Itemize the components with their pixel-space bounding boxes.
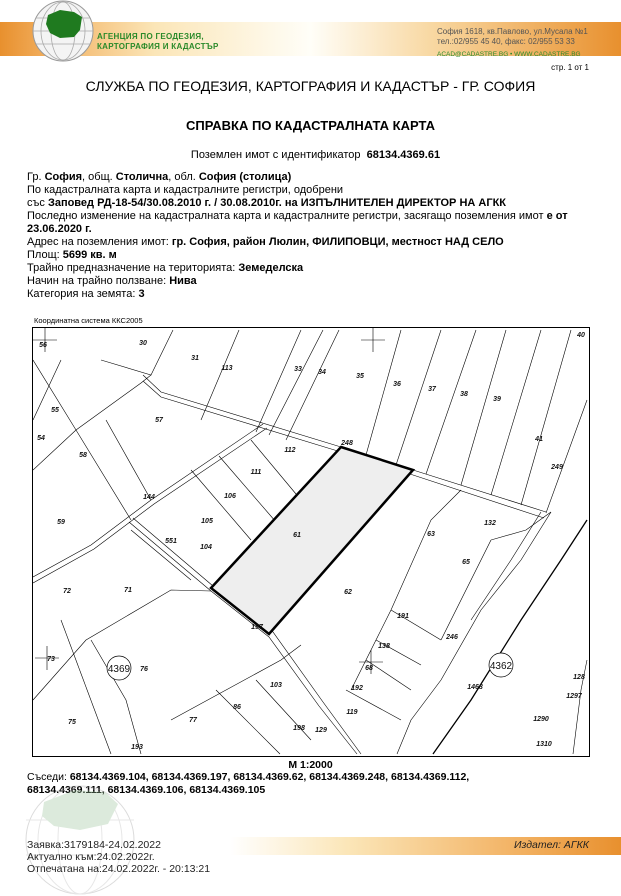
parcel-label-249: 249 [551, 464, 563, 471]
parcel-boundary [33, 590, 211, 700]
coordinate-system: Координатна система ККС2005 [34, 316, 143, 325]
parcel-label-106: 106 [224, 493, 236, 500]
parcel-label-72: 72 [63, 588, 71, 595]
parcel-label-57: 57 [155, 417, 163, 424]
parcel-label-33: 33 [294, 366, 302, 373]
parcel-boundary [201, 330, 239, 420]
agency-name [97, 32, 219, 52]
agency-web: ACAD@CADASTRE.BG • WWW.CADASTRE.BG [437, 51, 581, 58]
last-change-date: 23.06.2020 г. [27, 223, 92, 235]
parcel-label-1297: 1297 [566, 693, 582, 700]
page-number: стр. 1 от 1 [551, 63, 589, 72]
contact-block [437, 27, 588, 60]
approved-line: По кадастралната карта и кадастралните регистри, одобрени [27, 184, 344, 196]
parcel-boundary [33, 428, 267, 583]
parcel-label-37: 37 [428, 386, 436, 393]
parcel-label-1468: 1468 [467, 684, 483, 691]
parcel-label-246: 246 [446, 634, 458, 641]
parcel-label-40: 40 [577, 332, 585, 339]
property-info [27, 171, 568, 301]
parcel-boundary [33, 360, 131, 520]
parcel-label-59: 59 [57, 519, 65, 526]
parcel-label-38: 38 [460, 391, 468, 398]
parcel-boundary [219, 456, 276, 522]
parcel-label-77: 77 [189, 717, 197, 724]
parcel-label-1290: 1290 [533, 716, 549, 723]
order-line: със Заповед РД-18-54/30.08.2010 г. / 30.08.2010г. на ИЗПЪЛНИТЕЛЕН ДИРЕКТОР НА АГКК [27, 197, 506, 209]
zone-label-4362: 4362 [489, 661, 513, 672]
parcel-label-41: 41 [535, 436, 543, 443]
service-title: СЛУЖБА ПО ГЕОДЕЗИЯ, КАРТОГРАФИЯ И КАДАСТЪР - ГР. СОФИЯ [85, 78, 536, 94]
parcel-label-75: 75 [68, 719, 76, 726]
parcel-label-105: 105 [201, 518, 213, 525]
neighbours-label: Съседи: [27, 771, 70, 783]
parcel-label-197: 197 [251, 624, 263, 631]
parcel-boundary [396, 330, 441, 465]
parcel-label-58: 58 [79, 452, 87, 459]
parcel-label-1310: 1310 [536, 741, 552, 748]
neighbours-list-1: 68134.4369.104, 68134.4369.197, 68134.4369.62, 68134.4369.248, 68134.4369.112, [69, 771, 470, 783]
category-line: Категория на земята: 3 [27, 288, 145, 300]
map-canvas [33, 328, 588, 755]
address-line: Адрес на поземления имот: гр. София, район Люлин, ФИЛИПОВЦИ, местност НАД СЕЛО [27, 236, 504, 248]
publisher: Издател: АГКК [513, 839, 589, 851]
actual-date: Актуално към:24.02.2022г. [27, 851, 155, 863]
zone-label-4369: 4369 [107, 664, 131, 675]
selected-parcel-61[interactable] [211, 447, 413, 634]
parcel-label-30: 30 [139, 340, 147, 347]
parcel-label-65: 65 [462, 559, 470, 566]
parcel-label-35: 35 [356, 373, 364, 380]
agency-phone: тел.:02/955 45 40, факс: 02/955 53 33 [437, 37, 575, 46]
parcel-label-551: 551 [165, 538, 177, 545]
parcel-boundary [106, 420, 151, 500]
parcel-boundary [521, 330, 571, 505]
parcel-boundary [471, 512, 541, 620]
parcel-label-62: 62 [344, 589, 352, 596]
identifier-line [0, 149, 621, 161]
parcel-boundary [441, 540, 491, 640]
agency-line-1: АГЕНЦИЯ ПО ГЕОДЕЗИЯ, [97, 32, 204, 41]
parcel-label-104: 104 [200, 544, 212, 551]
parcel-boundary [491, 330, 541, 495]
parcel-label-111: 111 [250, 469, 262, 476]
parcel-label-112: 112 [284, 447, 296, 454]
parcel-label-138: 138 [378, 643, 390, 650]
use-line: Начин на трайно ползване: Нива [27, 275, 197, 287]
parcel-label-128: 128 [573, 674, 585, 681]
location-line: Гр. София, общ. Столична, обл. София (столица) [27, 171, 292, 183]
neighbours-list-2: 68134.4369.111, 68134.4369.106, 68134.4369.105 [27, 784, 266, 796]
parcel-label-192: 192 [351, 685, 363, 692]
request-number: Заявка:3179184-24.02.2022 [27, 839, 161, 851]
parcel-label-144: 144 [143, 494, 155, 501]
parcel-label-34: 34 [318, 369, 326, 376]
parcel-label-76: 76 [140, 666, 148, 673]
parcel-label-129: 129 [315, 727, 327, 734]
watermark-globe-icon [0, 780, 180, 896]
parcel-label-36: 36 [393, 381, 401, 388]
last-change-line: Последно изменение на кадастралната карта и кадастралните регистри, засягащо поземления имот е от [27, 210, 568, 222]
parcel-label-54: 54 [37, 435, 45, 442]
parcel-label-31: 31 [191, 355, 199, 362]
parcel-label-61: 61 [293, 532, 301, 539]
footer-info [27, 839, 210, 875]
parcel-boundary [191, 470, 251, 540]
parcel-label-191: 191 [397, 613, 409, 620]
document-title: СПРАВКА ПО КАДАСТРАЛНАТА КАРТА [186, 118, 435, 133]
identifier-label: Поземлен имот с идентификатор [190, 149, 361, 161]
identifier-value: 68134.4369.61 [366, 149, 441, 161]
parcel-label-39: 39 [493, 396, 501, 403]
purpose-line: Трайно предназначение на територията: Земеделска [27, 262, 304, 274]
parcel-label-113: 113 [221, 365, 233, 372]
parcel-boundary [366, 330, 401, 455]
area-line: Площ: 5699 кв. м [27, 249, 117, 261]
parcel-boundary [546, 400, 587, 513]
parcel-label-198: 198 [293, 725, 305, 732]
cadastral-map[interactable] [32, 327, 590, 757]
parcel-label-119: 119 [346, 709, 358, 716]
parcel-label-103: 103 [270, 682, 282, 689]
parcel-boundary [397, 512, 551, 754]
parcel-boundary [216, 690, 280, 754]
parcel-boundary [101, 330, 173, 375]
parcel-boundary [131, 530, 191, 580]
parcel-label-71: 71 [124, 587, 132, 594]
agency-address: София 1618, кв.Павлово, ул.Мусала №1 [437, 27, 588, 36]
map-scale: М 1:2000 [288, 759, 333, 771]
parcel-label-56: 56 [39, 342, 47, 349]
parcel-label-248: 248 [341, 440, 353, 447]
parcel-label-55: 55 [51, 407, 59, 414]
parcel-label-73: 73 [47, 656, 55, 663]
parcel-label-193: 193 [131, 744, 143, 751]
agency-logo-globe-icon [30, 0, 96, 62]
parcel-label-63: 63 [427, 531, 435, 538]
printed-date: Отпечатана на:24.02.2022г. - 20:13:21 [27, 863, 211, 875]
parcel-label-86: 86 [233, 704, 241, 711]
parcel-label-68: 68 [365, 665, 373, 672]
parcel-label-132: 132 [484, 520, 496, 527]
agency-line-2: КАРТОГРАФИЯ И КАДАСТЪР [97, 42, 219, 51]
